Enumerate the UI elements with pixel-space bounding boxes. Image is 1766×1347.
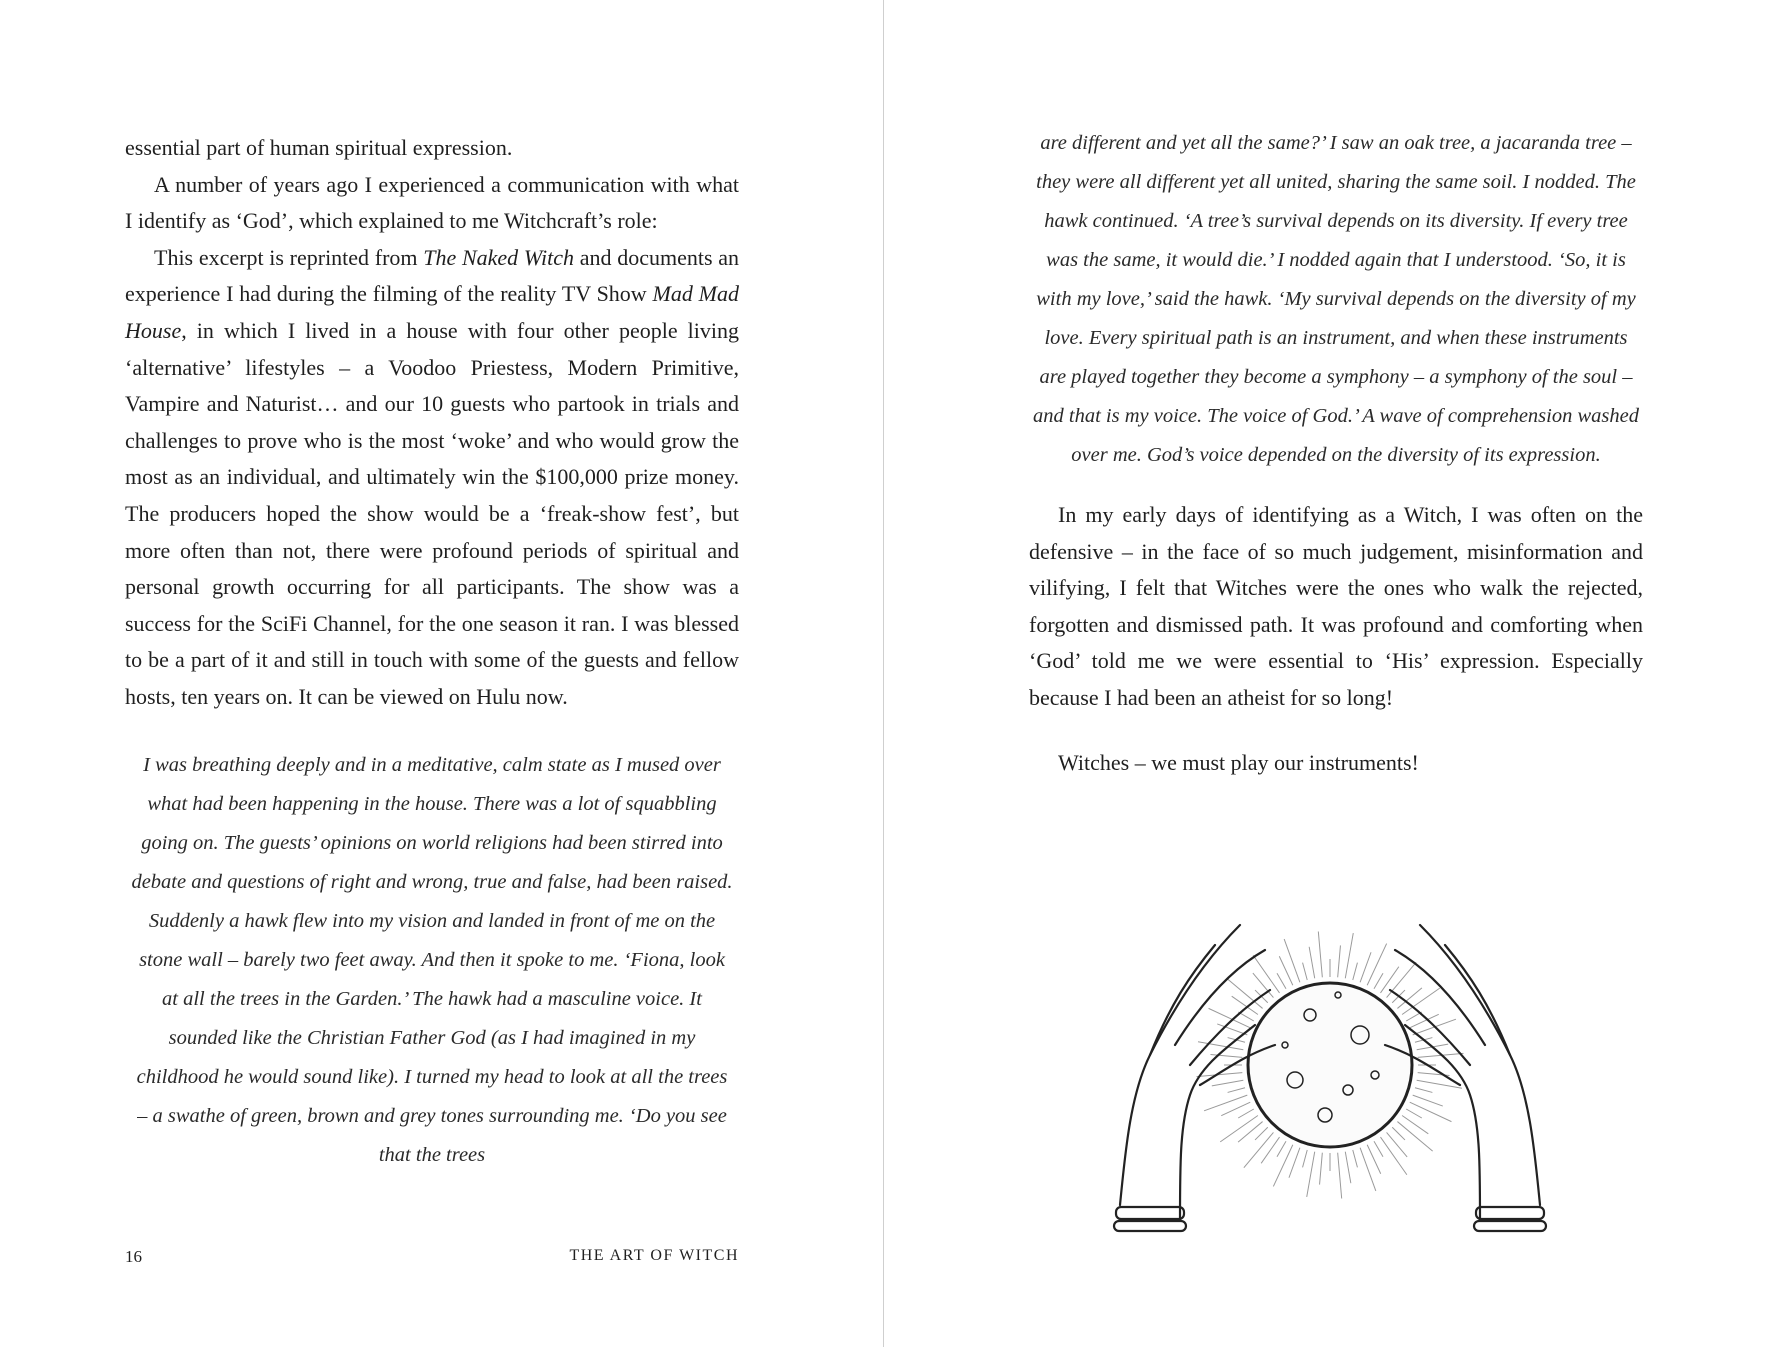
hands-crystal-ball-icon xyxy=(1080,895,1580,1255)
body-paragraph: In my early days of identifying as a Witch, I was often on the defensive – in the face of so much judgement, misinformation and vilifying, I felt that Witches were the ones who walk the rejected, forgotten and dismissed path. It was profound and comforting when ‘God’ told me we were essential to ‘His’ expression. Especially because I had been an atheist for so long! xyxy=(1029,502,1643,710)
body-paragraph: A number of years ago I experienced a communication with what I identify as ‘God’, which explained to me Witchcraft’s role: xyxy=(125,171,739,234)
running-head: THE ART OF WITCH xyxy=(569,1247,739,1264)
book-title: The Naked Witch xyxy=(423,244,574,270)
note-text: This excerpt is reprinted from xyxy=(154,244,424,270)
page-number: 16 xyxy=(125,1247,142,1266)
left-text-column xyxy=(125,130,739,1175)
show-title: Mad Mad House xyxy=(125,281,740,343)
crystal-ball xyxy=(1248,983,1412,1147)
excerpt-note xyxy=(125,240,739,716)
right-text-column xyxy=(1029,124,1643,781)
body-paragraph: essential part of human spiritual expression. xyxy=(125,135,513,160)
quote-block-continued: are different and yet all the same?’ I saw an oak tree, a jacaranda tree – they were all different yet all united, sharing the same soil. I nodded. The hawk continued. ‘A tree’s survival depends on its diversity. If every tree was the same, it would die.’ I nodded again that I understood. ‘So, it is with my love,’ said the hawk. ‘My survival depends on the diversity of my love. Every spiritual path is an instrument, and when these instruments are played together they become a symphony – a symphony of the soul – and that is my voice. The voice of God.’ A wave of comprehension washed over me. God’s voice depended on the diversity of its expression. xyxy=(1033,132,1639,466)
note-text: and documents an experience I had during the filming of the reality TV Show xyxy=(125,244,739,307)
note-text: , in which I lived in a house with four other people living ‘alternative’ lifestyles – a Voodoo Priestess, Modern Primitive, Vampire and Naturist… and our 10 guests who partook in trials and challenges to prove who is the most ‘woke’ and who would grow the most as an individual, and ultimately win the $100,000 prize money. The producers hoped the show would be a ‘freak-show fest’, but more often than not, there were profound periods of spiritual and personal growth occurring for all participants. The show was a success for the SciFi Channel, for the one season it ran. I was blessed to be a part of it and still in touch with some of the guests and fellow hosts, ten years on. It can be viewed on Hulu now. xyxy=(125,317,739,709)
quote-block: I was breathing deeply and in a meditative, calm state as I mused over what had been happening in the house. There was a lot of squabbling going on. The guests’ opinions on world religions had been stirred into debate and questions of right and wrong, true and false, had been raised. Suddenly a hawk flew into my vision and landed in front of me on the stone wall – barely two feet away. And then it spoke to me. ‘Fiona, look at all the trees in the Garden.’ The hawk had a masculine voice. It sounded like the Christian Father God (as I had imagined in my childhood he would sound like). I turned my head to look at all the trees – a swathe of green, brown and grey tones surrounding me. ‘Do you see that the trees xyxy=(131,753,733,1166)
body-paragraph: Witches – we must play our instruments! xyxy=(1058,749,1419,775)
